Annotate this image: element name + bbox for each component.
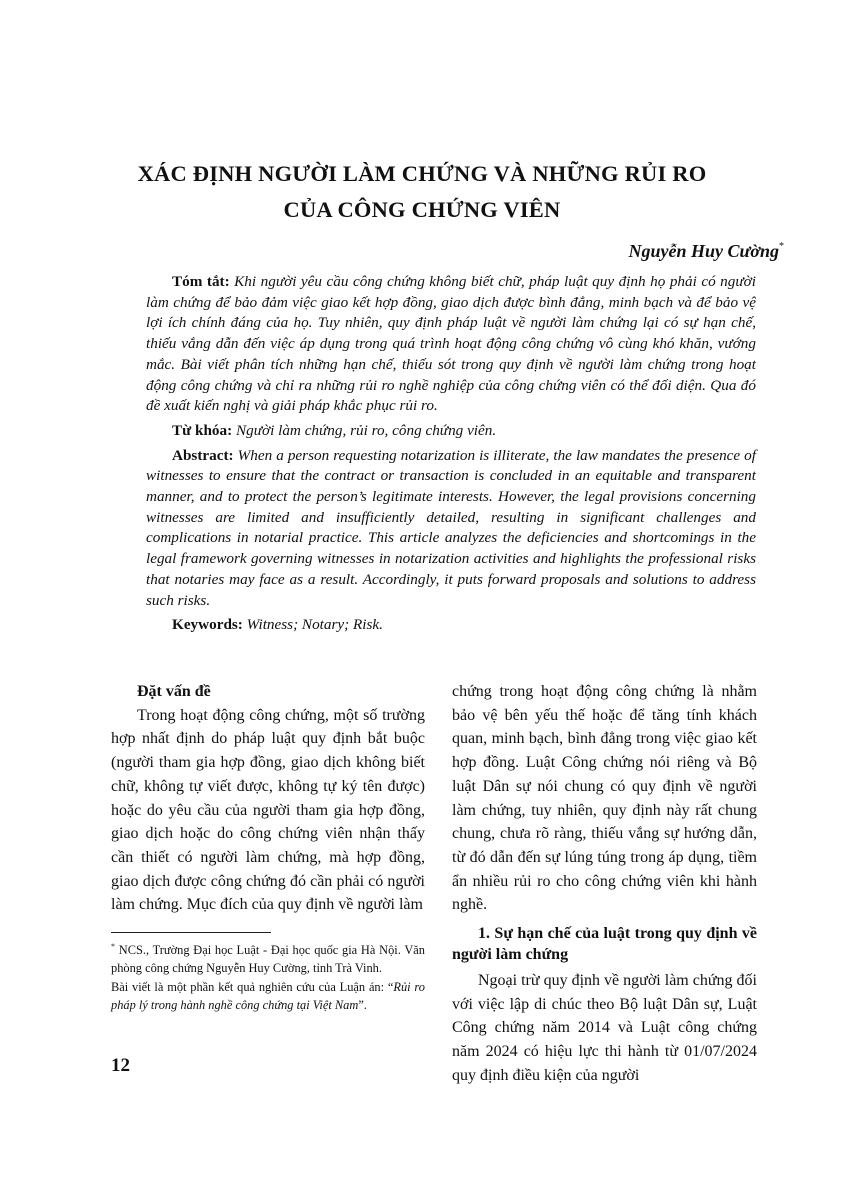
author-byline xyxy=(629,235,784,263)
section-1-paragraph: Ngoại trừ quy định về người làm chứng đối với việc lập di chúc theo Bộ luật Dân sự, Luật Công chứng năm 2014 và Luật công chứng năm 2024 có hiệu lực thi hành từ 01/07/2024 quy định điều kiện của người xyxy=(452,972,757,1084)
keywords-vi xyxy=(146,421,756,442)
abstract-en xyxy=(146,446,756,612)
intro-heading: Đặt vấn đề xyxy=(137,683,211,700)
summary-vi-text: Khi người yêu cầu công chứng không biết chữ, pháp luật quy định họ phải có người làm chứng để bảo đảm việc giao kết hợp đồng, giao dịch được bình đẳng, minh bạch và để bảo vệ lợi ích chính đáng của họ. Tuy nhiên, quy định pháp luật về người làm chứng lại có sự hạn chế, thiếu vắng dẫn đến việc áp dụng trong quá trình hoạt động công chứng vô cùng khó khăn, vướng mắc. Bài viết phân tích những hạn chế, thiếu sót trong quy định về người làm chứng trong hoạt động công chứng và chỉ ra những rủi ro nghề nghiệp của công chứng viên có thể đối diện. Qua đó đề xuất kiến nghị và giải pháp khắc phục rủi ro. xyxy=(146,273,756,415)
title-line-1: XÁC ĐỊNH NGƯỜI LÀM CHỨNG VÀ NHỮNG RỦI RO xyxy=(137,161,707,186)
keywords-en-text: Witness; Notary; Risk. xyxy=(246,616,383,634)
author-footnote-mark: * xyxy=(779,241,784,252)
keywords-en xyxy=(146,615,756,636)
body-column-left xyxy=(111,680,425,917)
footnote-2 xyxy=(111,979,425,1014)
article-title xyxy=(60,156,784,228)
summary-vi-label: Tóm tắt: xyxy=(172,273,230,290)
footnote-1-mark: * xyxy=(111,942,115,951)
intro-continuation: chứng trong hoạt động công chứng là nhằm bảo vệ bên yếu thế hoặc để tăng tính khách quan, minh bạch, bình đẳng trong việc giao kết hợp đồng. Luật Công chứng nói riêng và Bộ luật Dân sự nói chung có quy định về người làm chứng, tuy nhiên, quy định này rất chung chung, chưa rõ ràng, thiếu vắng sự hướng dẫn, từ đó dẫn đến sự lúng túng trong áp dụng, tiềm ẩn nhiều rủi ro cho công chứng viên khi hành nghề. xyxy=(452,683,757,914)
author-name: Nguyễn Huy Cường xyxy=(628,241,779,261)
keywords-en-label: Keywords: xyxy=(172,616,243,634)
keywords-vi-text: Người làm chứng, rủi ro, công chứng viên. xyxy=(235,421,497,439)
section-1-heading: 1. Sự hạn chế của luật trong quy định về người làm chứng xyxy=(452,925,757,964)
intro-paragraph: Trong hoạt động công chứng, một số trường hợp nhất định do pháp luật quy định bắt buộc (người tham gia hợp đồng, giao dịch không biết chữ, không tự viết được, không tự ký tên được) hoặc do yêu cầu của người tham gia hợp đồng, giao dịch hoặc do công chứng viên nhận thấy cần thiết có người làm chứng, mà hợp đồng, giao dịch được công chứng đó cần phải có người làm chứng. Mục đích của quy định về người làm xyxy=(111,706,425,914)
footnote-divider xyxy=(111,932,271,933)
footnote-2-prefix: Bài viết là một phần kết quả nghiên cứu của Luận án: “ xyxy=(111,980,394,995)
page-number: 12 xyxy=(111,1055,130,1076)
footnotes xyxy=(111,938,425,1016)
abstract-en-label: Abstract: xyxy=(172,446,234,464)
footnote-2-title: Rủi ro pháp lý trong hành nghề công chứng tại Việt Nam xyxy=(111,980,425,1012)
footnote-1-text: NCS., Trường Đại học Luật - Đại học quốc gia Hà Nội. Văn phòng công chứng Nguyễn Huy Cường, tỉnh Trà Vinh. xyxy=(111,943,425,975)
footnote-2-suffix: ”. xyxy=(358,997,367,1012)
title-line-2: CỦA CÔNG CHỨNG VIÊN xyxy=(283,197,561,222)
footnote-1 xyxy=(111,938,425,977)
keywords-vi-label: Từ khóa: xyxy=(172,421,233,439)
summary-vi xyxy=(146,272,756,417)
body-column-right xyxy=(452,680,757,1088)
abstract-en-text: When a person requesting notarization is illiterate, the law mandates the presence of witnesses to ensure that the contract or transaction is concluded in an equitable and transparent manner, and to protect the person’s legitimate interests. However, the legal provisions concerning witnesses are limited and insufficiently detailed, resulting in significant challenges and complications in notarial practice. This article analyzes the deficiencies and shortcomings in the legal framework governing witnesses in notarization activities and highlights the professional risks that notaries may face as a result. Accordingly, it puts forward proposals and solutions to address such risks. xyxy=(146,446,756,609)
abstract-block xyxy=(146,272,756,640)
